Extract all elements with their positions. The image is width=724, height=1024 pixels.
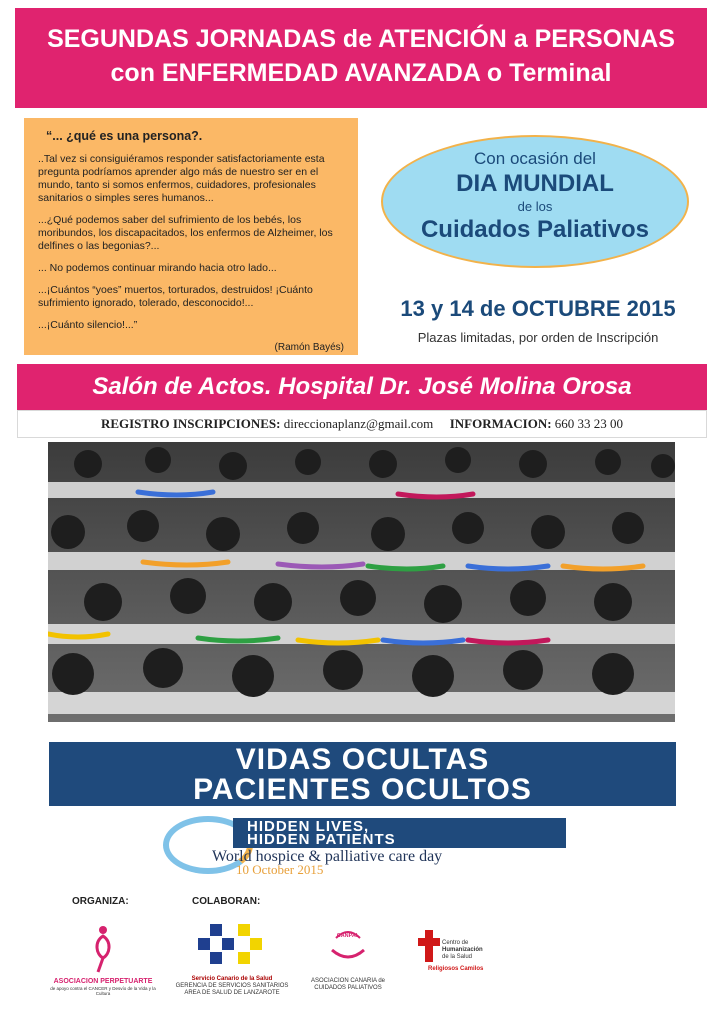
scs-logo-icon (196, 924, 264, 968)
registration-label: REGISTRO INSCRIPCIONES: (100, 416, 281, 431)
hidden-line-2: HIDDEN PATIENTS (247, 831, 396, 848)
organiza-label: ORGANIZA: (72, 896, 129, 907)
venue-banner: Salón de Actos. Hospital Dr. José Molina Orosa (17, 364, 707, 410)
quote-paragraph: ...¡Cuánto silencio!...” (38, 319, 138, 331)
hidden-lives-bar (233, 818, 566, 848)
event-dates: 13 y 14 de OCTUBRE 2015 (400, 296, 676, 321)
quote-paragraph: ...¿Qué podemos saber del sufrimiento de los bebés, los moribundos, los discapacitados, los enfermos de Alzheimer, los delfines o las begonias?... (38, 214, 333, 252)
title-line-1: SEGUNDAS JORNADAS de ATENCIÓN a PERSONAS (47, 25, 675, 53)
title-line-2: con ENFERMEDAD AVANZADA o Terminal (110, 59, 612, 87)
canpal-line-2: CUIDADOS PALIATIVOS (314, 985, 382, 991)
scs-line-1: GERENCIA DE SERVICIOS SANITARIOS (175, 983, 289, 989)
audience-photo (48, 442, 675, 722)
contact-bar (17, 410, 707, 438)
scs-line-2: AREA DE SALUD DE LANZAROTE (184, 990, 280, 996)
camilos-line-3: de la Salud (442, 954, 473, 960)
event-plazas: Plazas limitadas, por orden de Inscripción (417, 330, 659, 345)
quote-box (24, 118, 358, 355)
oval-line-1: Con ocasión del (474, 149, 596, 168)
registration-email[interactable]: direccionaplanz@gmail.com (283, 416, 434, 431)
info-label: INFORMACION: (449, 416, 552, 431)
camilos-line-1: Centro de (442, 940, 469, 946)
quote-paragraph: ...¡Cuántos “yoes” muertos, torturados, destruidos! ¡Cuánto sufrimiento ignorado, tolerado, desconocido!... (38, 284, 313, 309)
world-day-date: 10 October 2015 (236, 862, 324, 877)
oval-line-3: de los (517, 199, 553, 214)
title-banner (15, 8, 707, 108)
quote-heading: “... ¿qué es una persona?. (46, 129, 203, 143)
world-day-text: World hospice & palliative care day (212, 848, 443, 865)
world-day-oval (381, 135, 689, 268)
canpal-badge: CANPAL (336, 933, 360, 939)
perpetuarte-subtitle: de apoyo contra el CANCER y Desvío de la Vida y la Cultura (50, 986, 156, 996)
scs-title: Servicio Canario de la Salud (191, 976, 273, 982)
colaboran-label: COLABORAN: (192, 896, 261, 907)
quote-paragraph: ..Tal vez si consiguiéramos responder satisfactoriamente esta pregunta podríamos aprender algo más de nuestro ser en el mundo, tanto si somos enfermos, cuidadores, profesionales sanitarios o simples seres humanos... (38, 153, 325, 204)
audience-photo-graphic (48, 442, 675, 722)
perpetuarte-logo-icon (88, 924, 118, 974)
camilos-line-4: Religiosos Camilos (428, 966, 484, 972)
canpal-logo-icon (326, 924, 370, 964)
campaign-line-2: PACIENTES OCULTOS (193, 773, 532, 806)
oval-line-4: Cuidados Paliativos (420, 216, 650, 243)
campaign-line-1: VIDAS OCULTAS (235, 743, 490, 776)
campaign-banner (49, 742, 676, 806)
canpal-line-1: ASOCIACION CANARIA de (310, 978, 386, 984)
info-phone: 660 33 23 00 (554, 416, 624, 431)
quote-author: (Ramón Bayés) (274, 342, 344, 353)
perpetuarte-name: ASOCIACION PERPETUARTE (53, 978, 153, 985)
oval-line-2: DIA MUNDIAL (456, 170, 614, 197)
hidden-line-1: HIDDEN LIVES, (247, 818, 370, 835)
quote-paragraph: ... No podemos continuar mirando hacia otro lado... (38, 262, 277, 274)
red-cross-icon (418, 930, 440, 962)
camilos-line-2: Humanización (442, 947, 483, 953)
